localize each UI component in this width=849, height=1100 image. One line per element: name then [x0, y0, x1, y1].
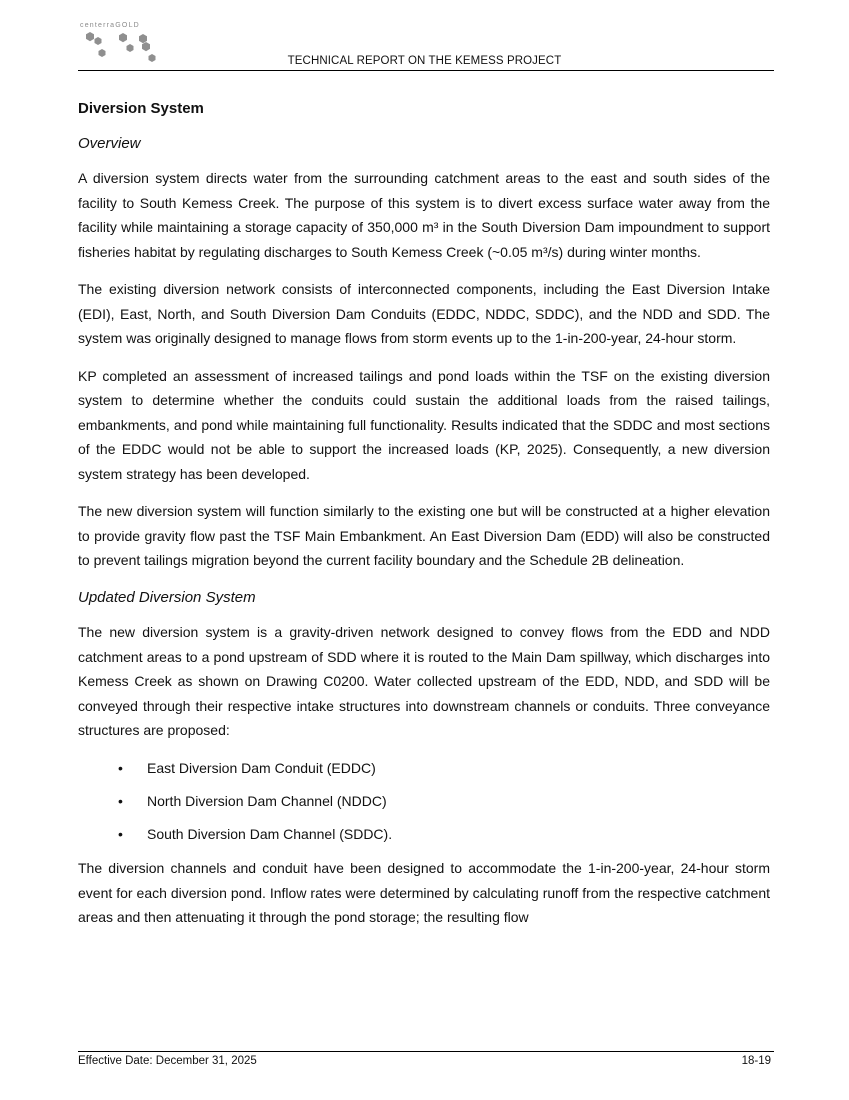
header-divider — [78, 70, 774, 71]
section-heading: Diversion System — [78, 100, 204, 117]
bullet-icon: • — [118, 792, 123, 809]
subsection-heading-updated: Updated Diversion System — [78, 588, 256, 606]
list-item-text: East Diversion Dam Conduit (EDDC) — [147, 759, 376, 776]
paragraph: A diversion system directs water from the surrounding catchment areas to the east and south sides of the facility to South Kemess Creek. The purpose of this system is to divert excess surface water away from the facility while maintaining a storage capacity of 350,000 m³ in the South Diversion Dam impoundment to support fisheries habitat by regulating discharges to South Kemess Creek (~0.05 m³/s) during winter months. — [78, 170, 770, 260]
page-content — [78, 97, 770, 943]
bullet-icon: • — [118, 825, 123, 842]
paragraph: KP completed an assessment of increased tailings and pond loads within the TSF on the existing diversion system to determine whether the conduits could sustain the additional loads from the raised tailings, embankments, and pond while maintaining full functionality. Results indicated that the SDDC and most sections of the EDDC would not be able to support the increased loads (KP, 2025). Consequently, a new diversion system strategy has been developed. — [78, 367, 770, 482]
paragraph: The diversion channels and conduit have been designed to accommodate the 1-in-200-year, 24-hour storm event for each diversion pond. Inflow rates were determined by calculating runoff from the respective catchment areas and then attenuating it through the pond storage; the resulting flow — [78, 860, 770, 925]
bullet-icon: • — [118, 759, 123, 776]
page-number: 18-19 — [741, 1055, 771, 1067]
conveyance-list — [78, 756, 770, 847]
list-item-text: North Diversion Dam Channel (NDDC) — [147, 792, 387, 809]
subsection-heading-overview: Overview — [78, 134, 141, 152]
logo-wordmark: centerraGOLD — [80, 22, 140, 29]
list-item — [118, 756, 770, 781]
list-item — [118, 822, 770, 847]
paragraph: The new diversion system will function similarly to the existing one but will be constructed at a higher elevation to provide gravity flow past the TSF Main Embankment. An East Diversion Dam (EDD) will also be constructed to prevent tailings migration beyond the current facility boundary and the Schedule 2B delineation. — [78, 503, 770, 568]
list-item — [118, 789, 770, 814]
footer-divider — [78, 1051, 774, 1052]
paragraph: The existing diversion network consists of interconnected components, including the East Diversion Intake (EDI), East, North, and South Diversion Dam Conduits (EDDC, NDDC, SDDC), and the NDD and SDD. The system was originally designed to manage flows from storm events up to the 1-in-200-year, 24-hour storm. — [78, 281, 770, 346]
effective-date: Effective Date: December 31, 2025 — [78, 1055, 257, 1067]
report-title: TECHNICAL REPORT ON THE KEMESS PROJECT — [287, 55, 562, 67]
paragraph: The new diversion system is a gravity-driven network designed to convey flows from the EDD and NDD catchment areas to a pond upstream of SDD where it is routed to the Main Dam spillway, which discharges into Kemess Creek as shown on Drawing C0200. Water collected upstream of the EDD, NDD, and SDD will be conveyed through their respective intake structures into downstream channels or conduits. Three conveyance structures are proposed: — [78, 624, 770, 738]
list-item-text: South Diversion Dam Channel (SDDC). — [147, 825, 393, 842]
